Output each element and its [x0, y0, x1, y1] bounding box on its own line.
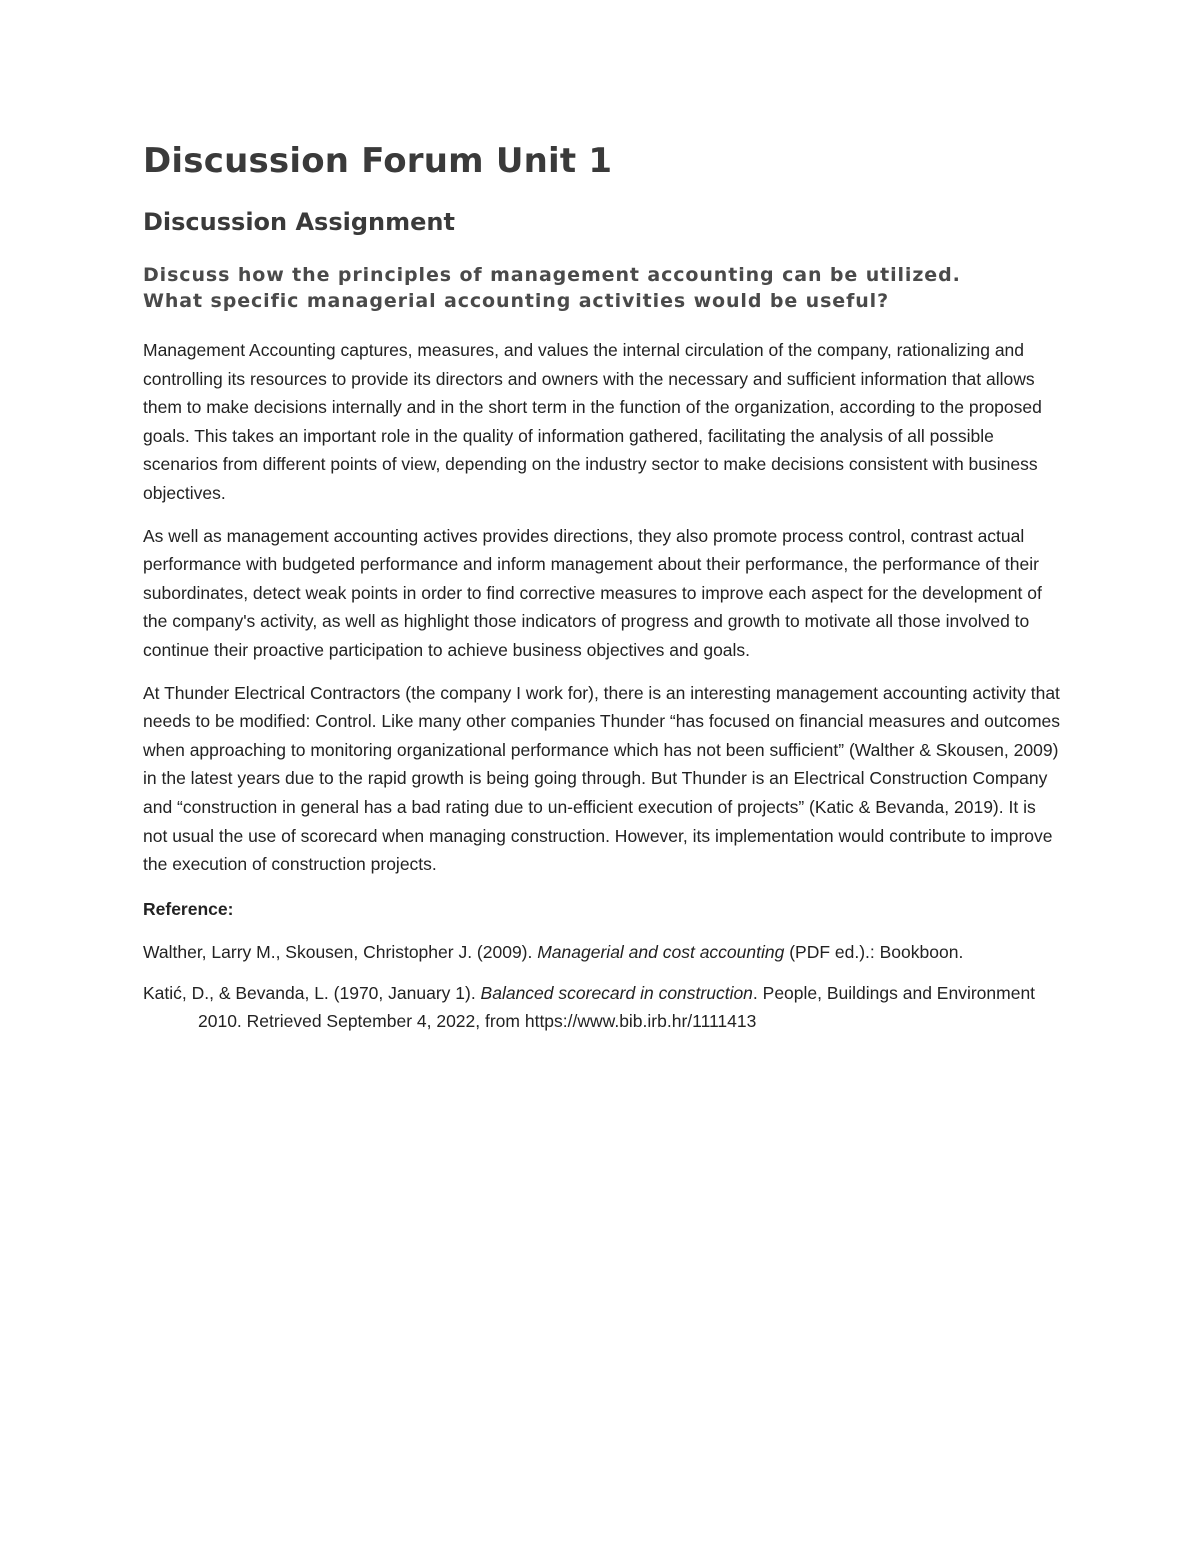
reference-2-text: Katić, D., & Bevanda, L. (1970, January 1). [143, 983, 481, 1004]
question-line-1: Discuss how the principles of management accounting can be utilized. [143, 264, 961, 286]
reference-2-source: . People, Buildings and Environment 2010. Retrieved September 4, 2022, from https://www.bib.irb.hr/1111413 [198, 983, 1036, 1031]
paragraph-3: At Thunder Electrical Contractors (the company I work for), there is an interesting management accounting activity that needs to be modified: Control. Like many other companies Thunder “has focused on financial measures and outcomes when approaching to monitoring organizational performance which has not been sufficient” (Walther & Skousen, 2009) in the latest years due to the rapid growth is being going through. But Thunder is an Electrical Construction Company and “construction in general has a bad rating due to un-efficient execution of projects” (Katic & Bevanda, 2019). It is not usual the use of scorecard when managing construction. However, its implementation would contribute to improve the execution of construction projects. [143, 682, 1061, 875]
reference-1-publisher: (PDF ed.).: Bookboon. [784, 941, 964, 962]
reference-heading: Reference: [143, 898, 234, 919]
reference-2-title: Balanced scorecard in construction [480, 983, 753, 1004]
document-content [143, 138, 1063, 1035]
paragraph-2: As well as management accounting actives provides directions, they also promote process control, contrast actual performance with budgeted performance and inform management about their performance, the performance of their subordinates, detect weak points in order to find corrective measures to improve each aspect for the development of the company's activity, as well as highlight those indicators of progress and growth to motivate all those involved to continue their proactive participation to achieve business objectives and goals. [143, 525, 1042, 660]
reference-item-2 [143, 980, 1063, 1035]
reference-1-title: Managerial and cost accounting [537, 941, 785, 962]
reference-item-1 [143, 939, 1063, 967]
document-subtitle: Discussion Assignment [143, 208, 455, 236]
discussion-question [143, 262, 1063, 314]
question-line-2: What specific managerial accounting activities would be useful? [143, 290, 889, 312]
document-title: Discussion Forum Unit 1 [143, 141, 613, 181]
reference-1-text: Walther, Larry M., Skousen, Christopher J. (2009). [143, 941, 538, 962]
paragraph-1: Management Accounting captures, measures, and values the internal circulation of the company, rationalizing and controlling its resources to provide its directors and owners with the necessary and sufficient information that allows them to make decisions internally and in the short term in the function of the organization, according to the proposed goals. This takes an important role in the quality of information gathered, facilitating the analysis of all possible scenarios from different points of view, depending on the industry sector to make decisions consistent with business objectives. [143, 340, 1042, 503]
